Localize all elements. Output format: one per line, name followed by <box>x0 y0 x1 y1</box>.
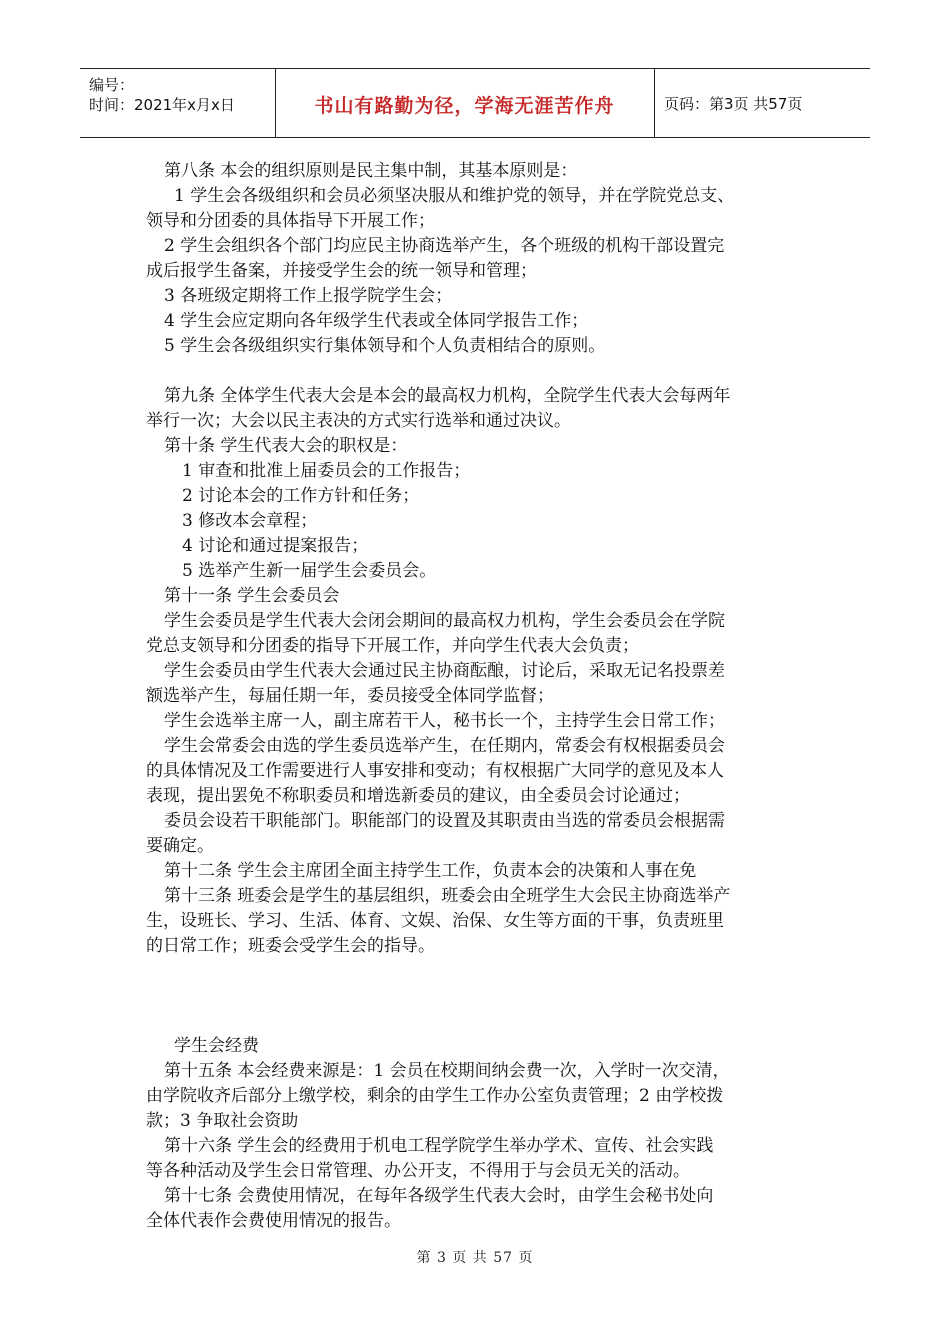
header-divider <box>654 69 655 137</box>
article-8-heading: 第八条 本会的组织原则是民主集中制，其基本原则是： <box>164 161 578 181</box>
document-body <box>140 159 810 1234</box>
article-17-cont: 全体代表作会费使用情况的报告。 <box>146 1211 401 1231</box>
article-17: 第十七条 会费使用情况，在每年各级学生代表大会时，由学生会秘书处向 <box>164 1186 714 1206</box>
article-8-item-1-cont: 领导和分团委的具体指导下开展工作； <box>146 211 435 231</box>
article-12: 第十二条 学生会主席团全面主持学生工作，负责本会的决策和人事在免 <box>164 861 697 881</box>
article-10-item-3: 3 修改本会章程； <box>182 511 318 531</box>
header-page-info: 页码：第3页 共57页 <box>664 95 803 113</box>
header-motto: 书山有路勤为径，学海无涯苦作舟 <box>314 95 615 117</box>
article-10-item-2: 2 讨论本会的工作方针和任务； <box>182 486 420 506</box>
article-10-heading: 第十条 学生代表大会的职权是： <box>164 436 408 456</box>
article-8-item-1: 1 学生会各级组织和会员必须坚决服从和维护党的领导，并在学院党总支、 <box>174 186 735 206</box>
header-meta <box>89 75 235 115</box>
article-11-para: 学生会常委会由选的学生委员选举产生，在任期内，常委会有权根据委员会 <box>164 736 725 756</box>
article-11-heading: 第十一条 学生会委员会 <box>164 586 340 606</box>
article-10-item-4: 4 讨论和通过提案报告； <box>182 536 369 556</box>
document-date: 时间：2021年x月x日 <box>89 96 235 114</box>
article-15-cont: 由学院收齐后部分上缴学校，剩余的由学生工作办公室负责管理；2 由学校拨 <box>146 1086 724 1106</box>
page-footer: 第 3 页 共 57 页 <box>416 1250 534 1266</box>
article-9: 第九条 全体学生代表大会是本会的最高权力机构，全院学生代表大会每两年 <box>164 386 731 406</box>
article-10-item-1: 1 审查和批准上届委员会的工作报告； <box>182 461 471 481</box>
article-11-para-cont: 党总支领导和分团委的指导下开展工作，并向学生代表大会负责； <box>146 636 639 656</box>
document-header <box>80 68 870 138</box>
document-number-label: 编号： <box>89 76 135 94</box>
article-11-para: 委员会设若干职能部门。职能部门的设置及其职责由当选的常委员会根据需 <box>164 811 725 831</box>
article-16-cont: 等各种活动及学生会日常管理、办公开支，不得用于与会员无关的活动。 <box>146 1161 690 1181</box>
funds-section-title: 学生会经费 <box>174 1036 259 1056</box>
article-13-cont: 生，设班长、学习、生活、体育、文娱、治保、女生等方面的干事，负责班里 <box>146 911 724 931</box>
article-15: 第十五条 本会经费来源是：1 会员在校期间纳会费一次，入学时一次交清， <box>164 1061 730 1081</box>
article-8-item-4: 4 学生会应定期向各年级学生代表或全体同学报告工作； <box>164 311 589 331</box>
article-8-item-3: 3 各班级定期将工作上报学院学生会； <box>164 286 453 306</box>
article-9-cont: 举行一次；大会以民主表决的方式实行选举和通过决议。 <box>146 411 571 431</box>
article-11-para-cont: 要确定。 <box>146 836 214 856</box>
article-13: 第十三条 班委会是学生的基层组织，班委会由全班学生大会民主协商选举产 <box>164 886 731 906</box>
article-11-para-cont: 表现，提出罢免不称职委员和增选新委员的建议，由全委员会讨论通过； <box>146 786 690 806</box>
article-11-para-cont: 的具体情况及工作需要进行人事安排和变动；有权根据广大同学的意见及本人 <box>146 761 724 781</box>
article-8-item-2: 2 学生会组织各个部门均应民主协商选举产生，各个班级的机构干部设置完 <box>164 236 725 256</box>
article-8-item-2-cont: 成后报学生备案，并接受学生会的统一领导和管理； <box>146 261 537 281</box>
article-16: 第十六条 学生会的经费用于机电工程学院学生举办学术、宣传、社会实践 <box>164 1136 714 1156</box>
article-8-item-5: 5 学生会各级组织实行集体领导和个人负责相结合的原则。 <box>164 336 606 356</box>
article-11-para: 学生会选举主席一人，副主席若干人，秘书长一个，主持学生会日常工作； <box>164 711 725 731</box>
article-11-para: 学生会委员由学生代表大会通过民主协商酝酿，讨论后，采取无记名投票差 <box>164 661 725 681</box>
article-15-cont: 款；3 争取社会资助 <box>146 1111 299 1131</box>
article-10-item-5: 5 选举产生新一届学生会委员会。 <box>182 561 437 581</box>
article-13-cont: 的日常工作；班委会受学生会的指导。 <box>146 936 435 956</box>
article-11-para: 学生会委员是学生代表大会闭会期间的最高权力机构，学生会委员会在学院 <box>164 611 725 631</box>
article-11-para-cont: 额选举产生，每届任期一年，委员接受全体同学监督； <box>146 686 554 706</box>
